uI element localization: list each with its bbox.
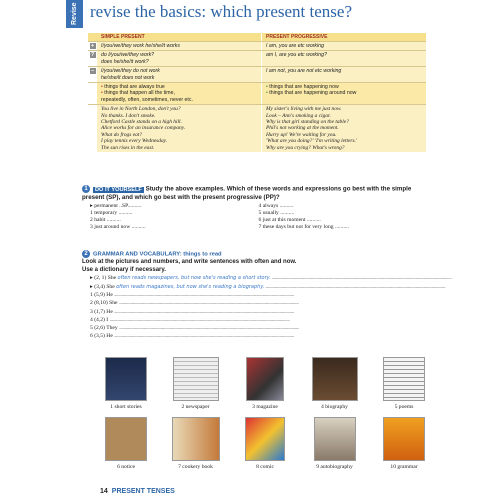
page-title: revise the basics: which present tense? [90,2,352,21]
magazine-image [246,357,284,401]
picture-poems [378,357,430,410]
exercise-1-items [90,203,427,231]
exercise-1-item[interactable]: 6 just at this moment .......... [258,216,321,223]
picture-caption: 10 grammar [390,464,418,470]
text-line: Hurry up! We're waiting for you. [266,131,337,138]
picture-caption: 2 newspaper [181,404,210,410]
grammar-table [88,33,426,152]
simple-present-heading: SIMPLE PRESENT [97,33,261,41]
text-line: repeatedly, often, sometimes, never etc. [101,96,193,103]
sentence-row[interactable]: 2 (8,10) She ........................................................................................................................................................................................................ [90,300,299,307]
form-line: do I/you/we/they work? [101,52,155,59]
form-right [261,67,426,82]
sentence-prompt: 2 (8,10) She [90,300,118,307]
text-line: things that happen all the time, [104,90,175,97]
form-mark: ? [90,52,95,59]
exercise-2-instruction: Look at the pictures and numbers, and write sentences with often and now. [82,259,297,266]
picture-cookery-book [170,417,222,470]
picture-magazine [239,357,291,410]
exercise-2 [82,250,452,341]
exercise-2-instruction-2: Use a dictionary if necessary. [82,266,166,273]
usage-present-progressive [261,83,426,104]
text-line: Why is that girl standing on the table? [266,119,349,126]
form-left [97,51,261,66]
usage-row [88,83,426,105]
text-line: Look – Ann's smoking a cigar. [266,112,331,119]
exercise-1-item[interactable]: 3 just around now .......... [90,223,146,230]
picture-caption: 9 autobiography [316,464,353,470]
text-line: things that are always true [104,84,165,91]
form-line: does he/she/it work? [101,58,149,65]
form-left [97,67,261,82]
exercise-1-item[interactable]: 5 usually .......... [258,209,295,216]
page-number: 14 [100,488,108,495]
exercise-1-instruction: Study the above examples. Which of these words and expressions go best with the simple present (SP), and which go best with the present progressive (PP)? [82,185,412,201]
picture-biography [309,357,361,410]
pictures-row-bottom [100,417,430,470]
form-line: I am not, you are not etc working [266,68,342,75]
text-line: 'What are you doing?' 'I'm writing letters.' [266,138,358,145]
sentence-prompt: 3 (1,7) He [90,308,113,315]
picture-notice [100,417,152,470]
picture-caption: 8 comic [256,464,274,470]
exercise-1 [82,185,427,231]
usage-simple-present [97,83,261,104]
picture-caption: 7 cookery book [178,464,213,470]
grammar-form-row [88,42,426,51]
picture-newspaper [170,357,222,410]
bullet-icon: • [101,84,105,91]
text-line: Chetford Castle stands on a high hill. [101,119,182,126]
text-line: The sun rises in the east. [101,144,155,151]
sentence-prompt: ▸ (2, 1) She [90,275,117,282]
short-stories-book-image [105,357,147,401]
picture-caption: 3 magazine [252,404,278,410]
exercise-number: 1 [82,185,90,193]
picture-short-stories [100,357,152,410]
notice-board-image [105,417,147,461]
sentence-row[interactable]: ▸ (2, 1) She often reads newspapers, but now she's reading a short story. ........................................................................................................................................................................................................ [90,275,452,282]
revise-tab: Revise [66,0,83,28]
grammar-form-row [88,51,426,67]
autobiography-book-image [314,417,356,461]
text-line: You live in North London, don't you? [101,106,181,113]
cookery-book-image [172,417,220,461]
poems-book-image [383,357,425,401]
comic-image [245,417,285,461]
sentence-prompt: 6 (3,5) He [90,333,113,340]
exercise-1-item[interactable]: 7 these days but not for very long .......... [258,223,349,230]
exercise-number: 2 [82,250,90,258]
pictures-row-top [100,357,430,410]
text-line: Phil's not working at the moment. [266,125,339,132]
do-it-yourself-badge: DO IT YOURSELF [95,186,142,193]
grammar-form-row [88,67,426,83]
form-line: I/you/we/they work he/she/it works [101,43,180,49]
examples-row [97,105,426,152]
biography-book-image [312,357,358,401]
form-line: am I, are you etc working? [266,52,327,59]
text-line: My sister's living with me just now. [266,106,342,113]
sentence-prompt: 1 (5,9) He [90,291,113,298]
examples-present-progressive [261,105,426,152]
picture-autobiography [309,417,361,470]
sentence-prompt: 5 (2,6) They [90,325,118,332]
text-line: things that are happening around now [269,90,357,97]
grammar-book-image [383,417,425,461]
picture-comic [239,417,291,470]
form-right [261,42,426,50]
sentence-row[interactable]: ▸ (3,4) She often reads magazines, but now she's reading a biography. ........................................................................................................................................................................................................ [90,283,446,290]
bullet-icon: • [101,90,105,97]
picture-caption: 1 short stories [110,404,142,410]
picture-caption: 4 biography [321,404,348,410]
sentence-row[interactable]: 3 (1,7) He ........................................................................................................................................................................................................ [90,308,294,315]
sentence-row[interactable]: 1 (5,9) He ........................................................................................................................................................................................................ [90,291,294,298]
form-right [261,51,426,66]
picture-caption: 5 poems [394,404,414,410]
grammar-table-header [88,33,426,42]
text-line: I play tennis every Wednesday. [101,138,168,145]
present-progressive-heading: PRESENT PROGRESSIVE [261,33,426,41]
page-footer [100,488,179,495]
form-mark: – [90,68,95,75]
text-line: What do frogs eat? [101,131,142,138]
sentence-row[interactable]: 6 (3,5) He ........................................................................................................................................................................................................ [90,333,294,340]
form-line: I/you/we/they do not work [101,68,160,75]
text-line: Alice works for an insurance company. [101,125,186,132]
form-left [97,42,261,50]
sentence-answer[interactable]: often reads magazines, but now she's reading a biography. [116,283,265,290]
bullet-icon: • [266,84,270,91]
footer-label: PRESENT TENSES [111,488,175,495]
picture-grammar [378,417,430,470]
exercise-1-item[interactable]: 4 always .......... [258,202,294,209]
form-line: I am, you are etc working [266,43,324,49]
picture-caption: 6 notice [117,464,135,470]
examples-simple-present [97,105,261,152]
exercise-1-item[interactable]: 2 habit .......... [90,216,121,223]
sentence-row[interactable]: 5 (2,6) They ........................................................................................................................................................................................................ [90,325,299,332]
sentence-prompt: 4 (4,2) I [90,316,109,323]
exercise-1-item[interactable]: 1 temporary .......... [90,209,133,216]
exercise-1-item[interactable]: ▸ permanent ..SP.......... [90,202,142,209]
exercise-2-heading: GRAMMAR AND VOCABULARY: things to read [93,251,222,258]
form-mark: + [90,43,95,49]
sentence-row[interactable]: 4 (4,2) I ........................................................................................................................................................................................................ [90,316,290,323]
text-line: No thanks. I don't smoke. [101,112,156,119]
text-line: Why are you crying? What's wrong? [266,144,345,151]
bullet-icon: • [266,90,270,97]
text-line: things that are happening now [269,84,339,91]
newspaper-image [173,357,219,401]
sentence-prompt: ▸ (3,4) She [90,283,115,290]
form-line: he/she/it does not work [101,74,155,81]
sentence-answer[interactable]: often reads newspapers, but now she's reading a short story. [117,275,271,282]
